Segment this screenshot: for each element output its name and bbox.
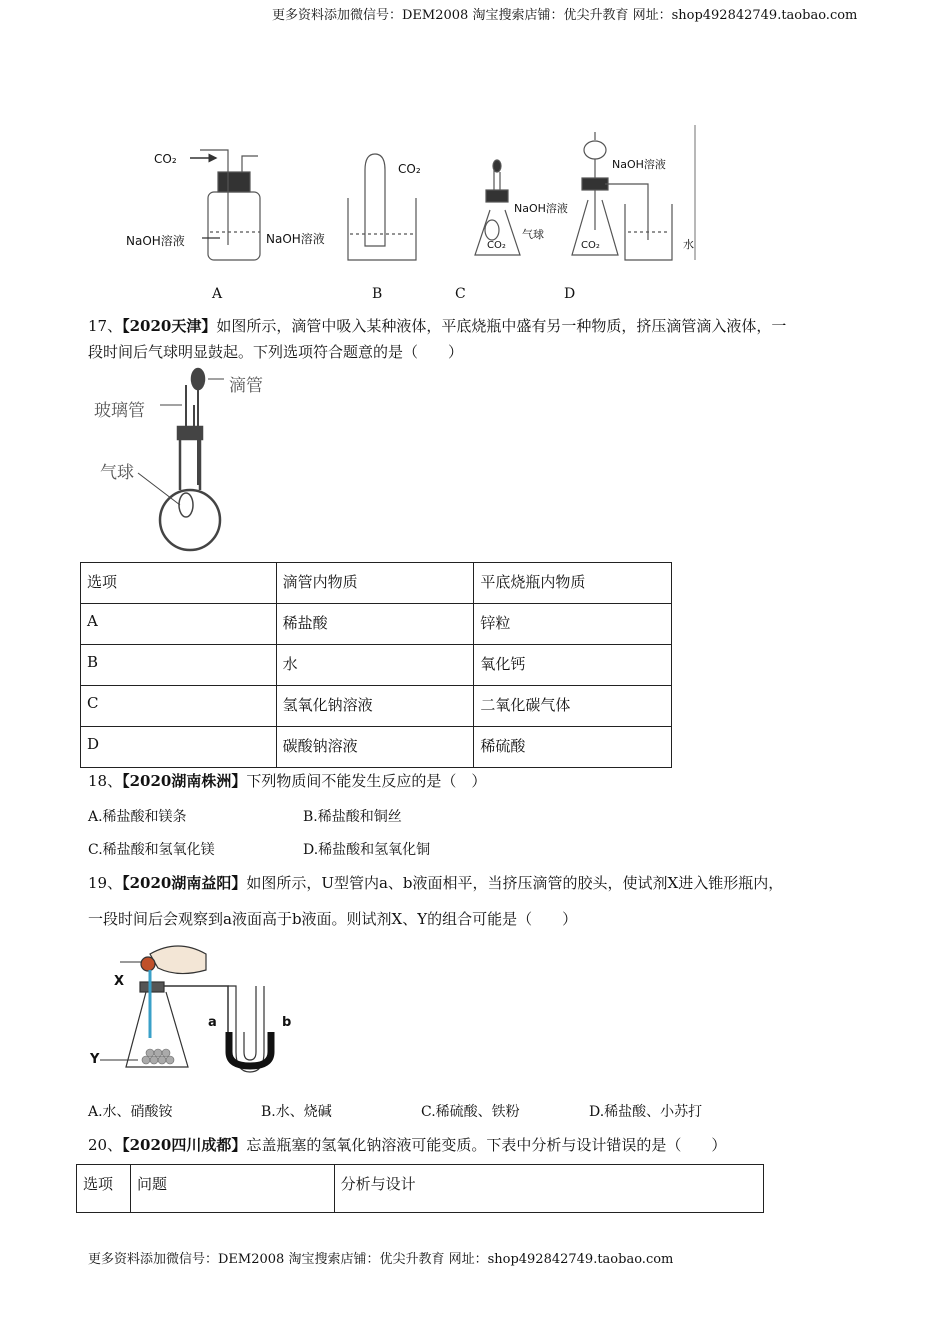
q19-stem-line1: 如图所示，U型管内a、b液面相平，当挤压滴管的胶头，使试剂X进入锥形瓶内， <box>246 874 784 892</box>
q17-stem-line1: 如图所示，滴管中吸入某种液体，平底烧瓶中盛有另一种物质，挤压滴管滴入液体，一 <box>216 317 787 335</box>
page-header: 更多资料添加微信号：DEM2008 淘宝搜索店铺：优尖升教育 网址：shop492842749.taobao.com <box>272 8 858 23</box>
fig-option-a: A <box>212 286 223 302</box>
table-cell: D <box>81 727 277 768</box>
table-header-row <box>81 563 672 604</box>
fig-b-naoh-label: NaOH溶液 <box>266 232 325 246</box>
table-cell: B <box>81 645 277 686</box>
table-row <box>81 645 672 686</box>
fig-b-tube <box>365 154 385 246</box>
table-cell: 水 <box>276 645 474 686</box>
fig-b-co2-label: CO₂ <box>398 162 421 176</box>
q19-option-c: C.稀硫酸、铁粉 <box>421 1104 520 1120</box>
fig-a-co2-label: CO₂ <box>154 152 177 166</box>
q19-line1 <box>88 870 783 896</box>
table-cell: 氧化钙 <box>474 645 672 686</box>
fig-c-co2-label: CO₂ <box>487 240 506 251</box>
page-footer: 更多资料添加微信号：DEM2008 淘宝搜索店铺：优尖升教育 网址：shop492842749.taobao.com <box>88 1252 674 1267</box>
q19-a-label: a <box>208 1015 217 1030</box>
q18-stem-text: 下列物质间不能发生反应的是（ ） <box>246 772 487 790</box>
table-cell: C <box>81 686 277 727</box>
q20-source: 【2020四川成都】 <box>122 1136 247 1154</box>
fig-d-naoh-label: NaOH溶液 <box>612 158 666 171</box>
fig-option-c: C <box>455 286 466 302</box>
q20-number: 20、 <box>88 1136 123 1154</box>
q17-number: 17、 <box>88 317 123 335</box>
q19-figure <box>88 942 308 1082</box>
table-cell: 二氧化碳气体 <box>474 686 672 727</box>
q19-x-label: X <box>114 974 125 989</box>
fig-a-inlet <box>200 150 228 172</box>
table-header-cell: 分析与设计 <box>334 1165 763 1213</box>
fig-a-bottle <box>208 192 260 260</box>
q18-option-b: B.稀盐酸和铜丝 <box>303 809 402 825</box>
table-row <box>81 604 672 645</box>
q19-stem-line2: 一段时间后会观察到a液面高于b液面。则试剂X、Y的组合可能是（ ） <box>88 910 578 928</box>
q17-balloon <box>179 493 193 517</box>
q17-stem-line2: 段时间后气球明显鼓起。下列选项符合题意的是（ ） <box>88 343 464 361</box>
q17-line1 <box>88 313 786 339</box>
q19-source: 【2020湖南益阳】 <box>122 874 247 892</box>
table-cell: 稀盐酸 <box>276 604 474 645</box>
q19-option-b: B.水、烧碱 <box>261 1104 332 1120</box>
q19-number: 19、 <box>88 874 123 892</box>
q18-source: 【2020湖南株洲】 <box>122 772 247 790</box>
fig-option-b: B <box>372 286 383 302</box>
fig-a-stopper <box>218 172 250 192</box>
q18-option-a: A.稀盐酸和镁条 <box>88 809 187 825</box>
table-header-cell: 平底烧瓶内物质 <box>474 563 672 604</box>
q18-number: 18、 <box>88 772 123 790</box>
table-cell: 氢氧化钠溶液 <box>276 686 474 727</box>
table-header-cell: 选项 <box>81 563 277 604</box>
q17-balloon-label: 气球 <box>100 463 134 483</box>
q17-flask <box>160 490 220 550</box>
q19-option-d: D.稀盐酸、小苏打 <box>589 1104 703 1120</box>
q19-granules <box>142 1049 174 1064</box>
fig-a-naoh-label: NaOH溶液 <box>126 234 185 248</box>
q19-bulb <box>141 957 155 971</box>
q20-stem-text: 忘盖瓶塞的氢氧化钠溶液可能变质。下表中分析与设计错误的是（ ） <box>246 1136 727 1154</box>
table-header-row <box>77 1165 764 1213</box>
q19-y-label: Y <box>90 1052 100 1067</box>
fig-c-naoh-label: NaOH溶液 <box>514 202 568 215</box>
table-row <box>81 727 672 768</box>
table-cell: 碳酸钠溶液 <box>276 727 474 768</box>
q18-option-d: D.稀盐酸和氢氧化铜 <box>303 842 431 858</box>
table-cell: 锌粒 <box>474 604 672 645</box>
fig-d-co2-label: CO₂ <box>581 240 600 251</box>
table-row <box>81 686 672 727</box>
q19-hand <box>150 946 206 974</box>
q17-dropper-label: 滴管 <box>229 376 263 396</box>
q19-b-label: b <box>282 1015 292 1030</box>
q18-option-c: C.稀盐酸和氢氧化镁 <box>88 842 215 858</box>
fig-d-water-label: 水 <box>683 238 694 251</box>
q18-stem <box>88 768 486 794</box>
table-header-cell: 滴管内物质 <box>276 563 474 604</box>
table-header-cell: 问题 <box>130 1165 334 1213</box>
q17-table <box>80 562 672 768</box>
table-cell: 稀硫酸 <box>474 727 672 768</box>
q20-table <box>76 1164 764 1213</box>
q20-stem <box>88 1132 726 1158</box>
q19-option-a: A.水、硝酸铵 <box>88 1104 173 1120</box>
fig-b-beaker <box>348 198 416 260</box>
q17-source: 【2020天津】 <box>122 317 217 335</box>
fig-c-balloon <box>485 220 499 240</box>
q17-dropper-bulb <box>192 369 204 389</box>
fig-option-d: D <box>564 286 576 302</box>
q17-glass-tube-label: 玻璃管 <box>94 401 145 421</box>
table-header-cell: 选项 <box>77 1165 131 1213</box>
table-cell: A <box>81 604 277 645</box>
q16-figure <box>120 120 710 270</box>
fig-c-balloon-label: 气球 <box>522 228 544 241</box>
fig-d-funnel <box>584 141 606 159</box>
fig-a-outlet <box>242 156 258 172</box>
